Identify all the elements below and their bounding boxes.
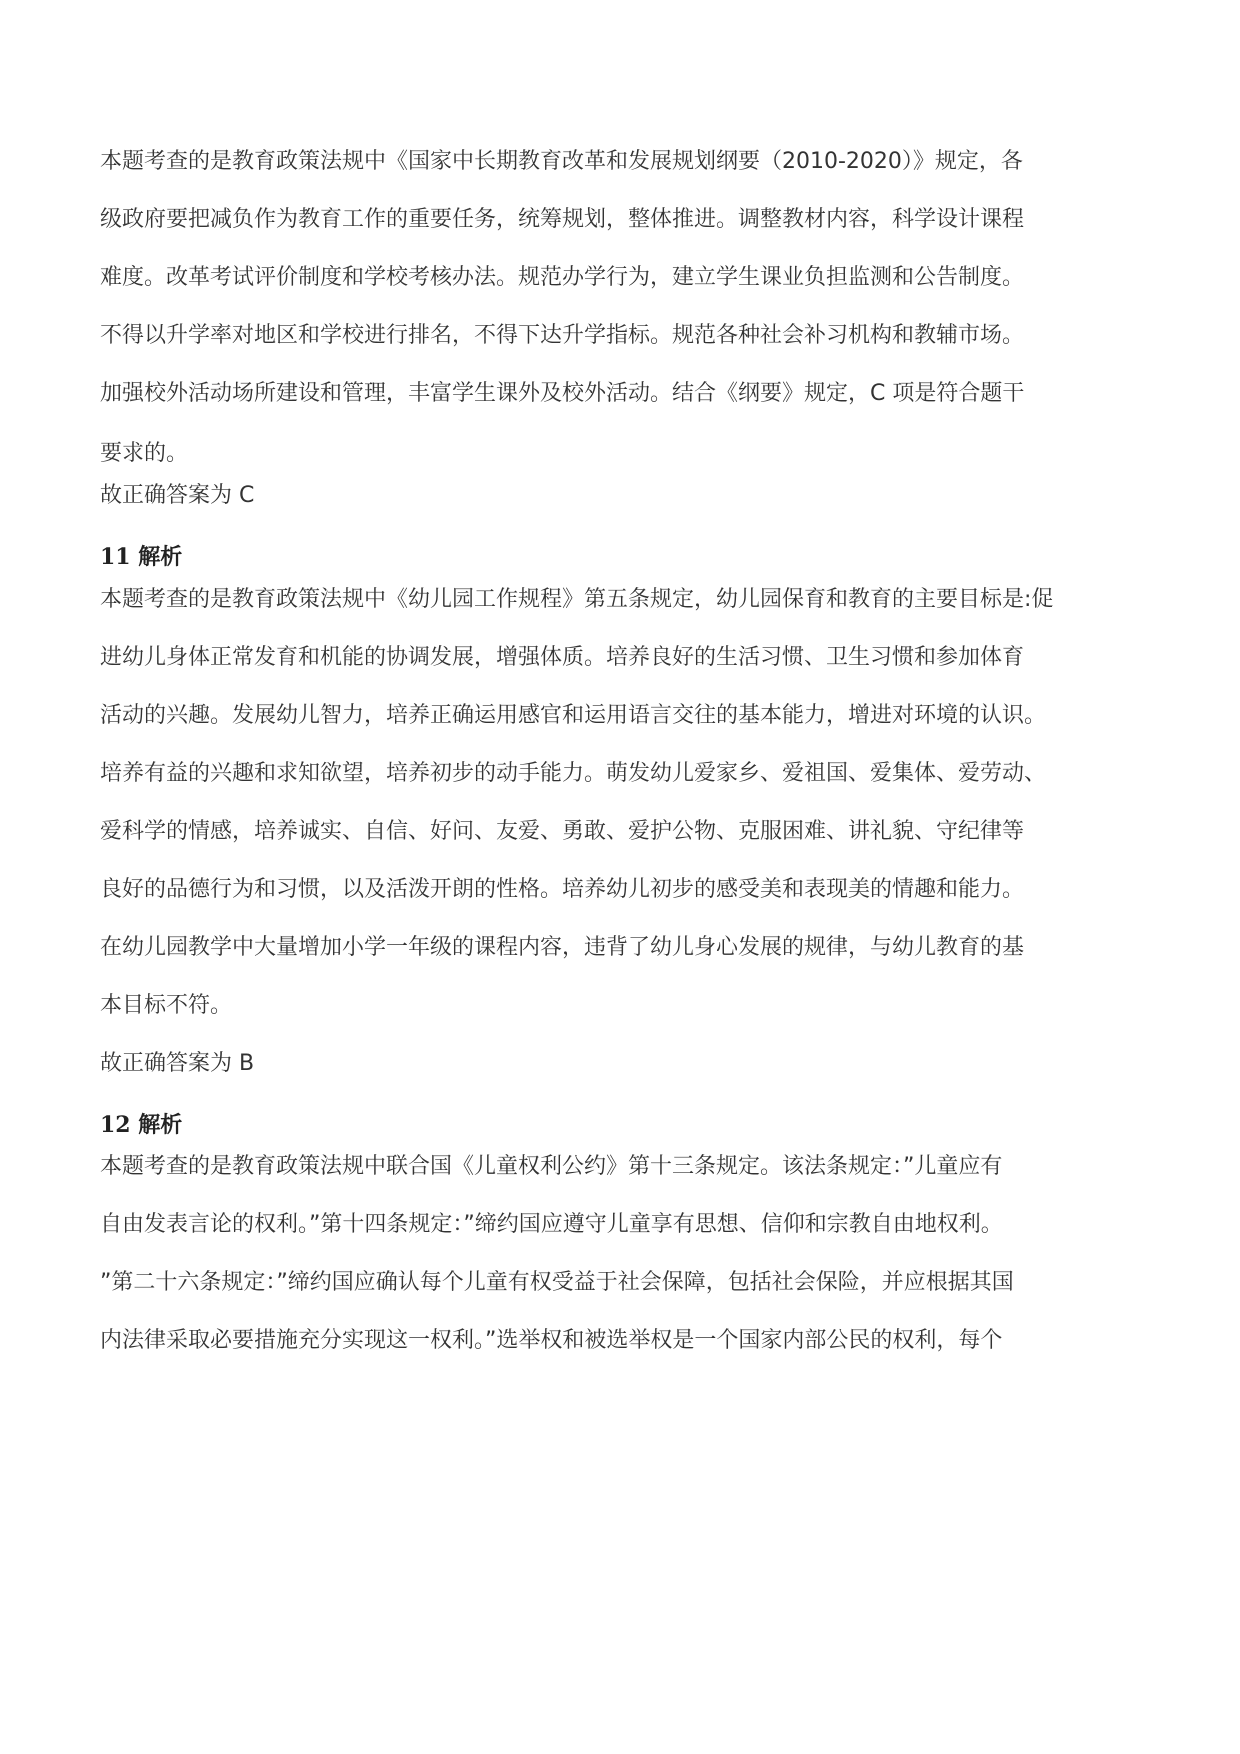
paragraph-line: 本题考查的是教育政策法规中《幼儿园工作规程》第五条规定，幼儿园保育和教育的主要目标是:促	[100, 587, 1054, 612]
answer-line: 故正确答案为 B	[100, 1051, 255, 1076]
paragraph-line: 本题考查的是教育政策法规中《国家中长期教育改革和发展规划纲要（2010-2020）》规定，各	[100, 149, 1023, 174]
paragraph-line: 培养有益的兴趣和求知欲望，培养初步的动手能力。萌发幼儿爱家乡、爱祖国、爱集体、爱劳动、	[100, 761, 1047, 786]
paragraph-line: 爱科学的情感，培养诚实、自信、好问、友爱、勇敢、爱护公物、克服困难、讲礼貌、守纪律等	[100, 819, 1025, 844]
paragraph-line: 本题考查的是教育政策法规中联合国《儿童权利公约》第十三条规定。该法条规定：”儿童应有	[100, 1154, 1003, 1179]
answer-line: 故正确答案为 C	[100, 483, 255, 508]
paragraph-line: 内法律采取必要措施充分实现这一权利。”选举权和被选举权是一个国家内部公民的权利，每个	[100, 1328, 1003, 1353]
section-heading: 11 解析	[100, 544, 183, 570]
paragraph-line: 不得以升学率对地区和学校进行排名，不得下达升学指标。规范各种社会补习机构和教辅市场。	[100, 323, 1025, 348]
paragraph-line: 要求的。	[100, 441, 189, 466]
paragraph-line: 进幼儿身体正常发育和机能的协调发展，增强体质。培养良好的生活习惯、卫生习惯和参加体育	[100, 645, 1025, 670]
paragraph-line: 活动的兴趣。发展幼儿智力，培养正确运用感官和运用语言交往的基本能力，增进对环境的认识。	[100, 703, 1047, 728]
section-heading: 12 解析	[100, 1112, 183, 1138]
paragraph-line: 难度。改革考试评价制度和学校考核办法。规范办学行为，建立学生课业负担监测和公告制度。	[100, 265, 1025, 290]
paragraph-line: 加强校外活动场所建设和管理，丰富学生课外及校外活动。结合《纲要》规定，C 项是符合题干	[100, 381, 1025, 406]
paragraph-line: ”第二十六条规定：”缔约国应确认每个儿童有权受益于社会保障，包括社会保险，并应根据其国	[100, 1270, 1014, 1295]
paragraph-line: 自由发表言论的权利。”第十四条规定：”缔约国应遵守儿童享有思想、信仰和宗教自由地权利。	[100, 1212, 1003, 1237]
paragraph-line: 本目标不符。	[100, 993, 233, 1018]
paragraph-line: 在幼儿园教学中大量增加小学一年级的课程内容，违背了幼儿身心发展的规律，与幼儿教育的基	[100, 935, 1025, 960]
paragraph-line: 良好的品德行为和习惯，以及活泼开朗的性格。培养幼儿初步的感受美和表现美的情趣和能力。	[100, 877, 1025, 902]
paragraph-line: 级政府要把减负作为教育工作的重要任务，统筹规划，整体推进。调整教材内容，科学设计课程	[100, 207, 1025, 232]
